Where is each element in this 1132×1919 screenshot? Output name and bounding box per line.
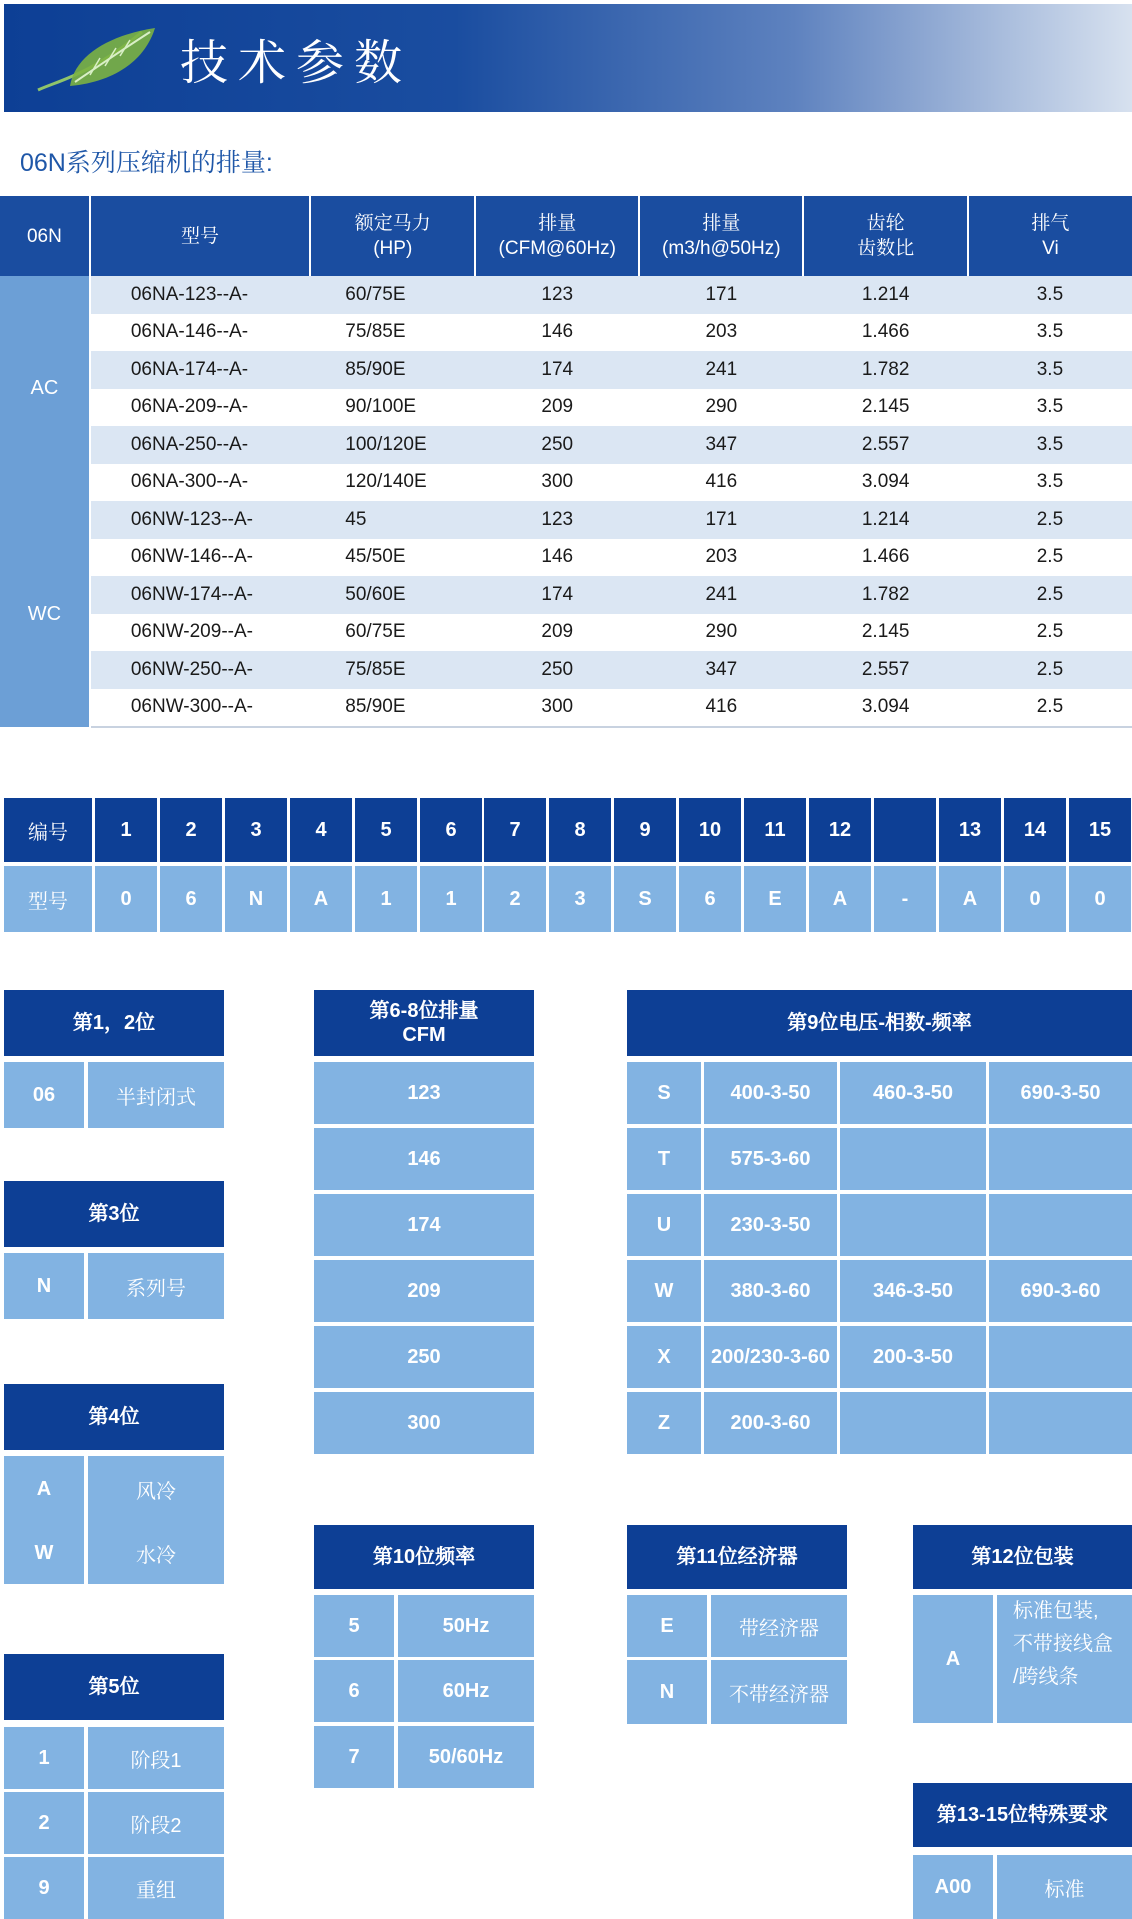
cell-model: 06NW-123--A- xyxy=(90,501,310,539)
cell-vi: 3.5 xyxy=(968,426,1132,464)
table-row xyxy=(0,389,1132,427)
pos5-desc-1: 阶段1 xyxy=(88,1727,224,1789)
cell-model: 06NA-300--A- xyxy=(90,464,310,502)
pos9-v3 xyxy=(989,1194,1132,1256)
cell-m3h: 290 xyxy=(639,614,803,652)
pos9-code: S xyxy=(627,1062,701,1124)
code-value-15: 0 xyxy=(1069,866,1131,932)
table-row xyxy=(0,314,1132,352)
header-banner xyxy=(4,4,1132,112)
cell-cfm: 250 xyxy=(475,426,639,464)
pos68-value: 250 xyxy=(314,1326,534,1388)
section-subtitle: 06N系列压缩机的排量: xyxy=(20,149,273,177)
code-value-3: A xyxy=(290,866,352,932)
pos12pkg-desc-line1: 标准包装, xyxy=(1013,1600,1099,1622)
pos68-title: 第6-8位排量 xyxy=(369,1000,479,1022)
code-position-12 xyxy=(874,798,936,862)
cell-m3h: 241 xyxy=(639,576,803,614)
cell-vi: 3.5 xyxy=(968,276,1132,314)
code-position-10: 11 xyxy=(744,798,806,862)
table-row xyxy=(0,614,1132,652)
cell-model: 06NA-174--A- xyxy=(90,351,310,389)
table-header-row xyxy=(0,196,1132,276)
cell-gear: 1.466 xyxy=(803,314,968,352)
pos10-desc: 60Hz xyxy=(398,1660,534,1722)
cell-model: 06NW-209--A- xyxy=(90,614,310,652)
code-value-6: 2 xyxy=(484,866,546,932)
cell-m3h: 203 xyxy=(639,314,803,352)
displacement-table xyxy=(0,196,1132,728)
pos3-code: N xyxy=(4,1253,84,1319)
cell-vi: 3.5 xyxy=(968,314,1132,352)
col-vi: 排气 Vi xyxy=(968,196,1132,276)
pos10-header: 第10位频率 xyxy=(314,1525,534,1589)
cell-model: 06NW-300--A- xyxy=(90,689,310,728)
pos9-v2: 346-3-50 xyxy=(840,1260,986,1322)
pos10-code: 7 xyxy=(314,1726,394,1788)
col-cfm: 排量 (CFM@60Hz) xyxy=(475,196,639,276)
cell-model: 06NA-146--A- xyxy=(90,314,310,352)
cell-hp: 75/85E xyxy=(310,651,475,689)
col-hp: 额定马力 (HP) xyxy=(310,196,475,276)
table-row xyxy=(0,576,1132,614)
pos68-value: 174 xyxy=(314,1194,534,1256)
pos9-v2 xyxy=(840,1128,986,1190)
pos9-v1: 575-3-60 xyxy=(704,1128,837,1190)
cell-hp: 50/60E xyxy=(310,576,475,614)
code-value-8: S xyxy=(614,866,676,932)
pos9-v1: 380-3-60 xyxy=(704,1260,837,1322)
cell-m3h: 203 xyxy=(639,539,803,577)
code-strip-model-label: 型号 xyxy=(4,866,92,932)
cell-vi: 2.5 xyxy=(968,689,1132,728)
code-value-12: - xyxy=(874,866,936,932)
pos9-v3: 690-3-50 xyxy=(989,1062,1132,1124)
pos11-desc-e: 带经济器 xyxy=(711,1595,847,1657)
pos9-v3: 690-3-60 xyxy=(989,1260,1132,1322)
pos9-code: U xyxy=(627,1194,701,1256)
pos5-code-9: 9 xyxy=(4,1857,84,1919)
cell-hp: 85/90E xyxy=(310,689,475,728)
pos11-code-n: N xyxy=(627,1660,707,1724)
pos12-desc: 半封闭式 xyxy=(88,1062,224,1128)
cell-m3h: 347 xyxy=(639,426,803,464)
code-position-13: 13 xyxy=(939,798,1001,862)
code-position-15: 15 xyxy=(1069,798,1131,862)
cell-m3h: 416 xyxy=(639,464,803,502)
cell-cfm: 300 xyxy=(475,689,639,728)
cell-model: 06NA-209--A- xyxy=(90,389,310,427)
pos11-header: 第11位经济器 xyxy=(627,1525,847,1589)
pos3-desc: 系列号 xyxy=(88,1253,224,1319)
code-position-6: 7 xyxy=(484,798,546,862)
code-position-3: 4 xyxy=(290,798,352,862)
pos11-desc-n: 不带经济器 xyxy=(711,1660,847,1724)
code-position-8: 9 xyxy=(614,798,676,862)
pos4-desc-w: 水冷 xyxy=(88,1522,224,1584)
pos12-header: 第1，2位 xyxy=(4,990,224,1056)
code-position-9: 10 xyxy=(679,798,741,862)
cell-hp: 60/75E xyxy=(310,614,475,652)
pos9-v3 xyxy=(989,1128,1132,1190)
pos5-code-1: 1 xyxy=(4,1727,84,1789)
cell-hp: 100/120E xyxy=(310,426,475,464)
pos4-desc-a: 风冷 xyxy=(88,1456,224,1522)
pos5-desc-9: 重组 xyxy=(88,1857,224,1919)
code-position-7: 8 xyxy=(549,798,611,862)
cell-gear: 2.557 xyxy=(803,426,968,464)
pos9-v3 xyxy=(989,1326,1132,1388)
pos10-code: 5 xyxy=(314,1595,394,1657)
pos9-code: X xyxy=(627,1326,701,1388)
pos9-code: T xyxy=(627,1128,701,1190)
cell-vi: 2.5 xyxy=(968,614,1132,652)
cell-gear: 2.145 xyxy=(803,389,968,427)
pos9-code: W xyxy=(627,1260,701,1322)
pos68-unit: CFM xyxy=(402,1024,446,1046)
pos9-v1: 200-3-60 xyxy=(704,1392,837,1454)
code-strip-position-label: 编号 xyxy=(4,798,92,862)
pos11-code-e: E xyxy=(627,1595,707,1657)
pos12pkg-desc-line3: /跨线条 xyxy=(1013,1666,1079,1688)
cell-cfm: 146 xyxy=(475,314,639,352)
cell-model: 06NA-123--A- xyxy=(90,276,310,314)
code-value-0: 0 xyxy=(95,866,157,932)
code-value-10: E xyxy=(744,866,806,932)
group-label: WC xyxy=(0,501,90,727)
pos9-v1: 200/230-3-60 xyxy=(704,1326,837,1388)
cell-vi: 3.5 xyxy=(968,351,1132,389)
cell-cfm: 123 xyxy=(475,276,639,314)
pos4-code-a: A xyxy=(4,1456,84,1522)
table-row xyxy=(0,426,1132,464)
pos5-desc-2: 阶段2 xyxy=(88,1792,224,1854)
cell-cfm: 174 xyxy=(475,576,639,614)
code-value-14: 0 xyxy=(1004,866,1066,932)
pos4-header: 第4位 xyxy=(4,1384,224,1450)
pos12-code: 06 xyxy=(4,1062,84,1128)
pos5-code-2: 2 xyxy=(4,1792,84,1854)
pos10-desc: 50Hz xyxy=(398,1595,534,1657)
pos5-header: 第5位 xyxy=(4,1654,224,1720)
pos68-value: 146 xyxy=(314,1128,534,1190)
cell-hp: 90/100E xyxy=(310,389,475,427)
code-value-2: N xyxy=(225,866,287,932)
pos12pkg-desc-line2: 不带接线盒 xyxy=(1013,1633,1113,1655)
cell-gear: 1.214 xyxy=(803,276,968,314)
pos3-header: 第3位 xyxy=(4,1181,224,1247)
pos1315-desc: 标准 xyxy=(997,1855,1132,1919)
col-m3h: 排量 (m3/h@50Hz) xyxy=(639,196,803,276)
cell-hp: 75/85E xyxy=(310,314,475,352)
cell-cfm: 300 xyxy=(475,464,639,502)
cell-m3h: 416 xyxy=(639,689,803,728)
pos9-v1: 400-3-50 xyxy=(704,1062,837,1124)
cell-m3h: 290 xyxy=(639,389,803,427)
pos9-v2: 200-3-50 xyxy=(840,1326,986,1388)
table-row xyxy=(0,651,1132,689)
cell-m3h: 171 xyxy=(639,276,803,314)
leaf-icon xyxy=(30,20,160,100)
page-title: 技术参数 xyxy=(180,35,413,91)
pos68-header xyxy=(314,990,534,1056)
pos9-v2: 460-3-50 xyxy=(840,1062,986,1124)
code-position-4: 5 xyxy=(355,798,417,862)
pos12pkg-code: A xyxy=(913,1595,993,1723)
cell-gear: 3.094 xyxy=(803,464,968,502)
cell-vi: 2.5 xyxy=(968,539,1132,577)
cell-gear: 2.557 xyxy=(803,651,968,689)
table-row xyxy=(0,464,1132,502)
code-position-1: 2 xyxy=(160,798,222,862)
cell-m3h: 241 xyxy=(639,351,803,389)
cell-cfm: 250 xyxy=(475,651,639,689)
cell-gear: 3.094 xyxy=(803,689,968,728)
cell-vi: 2.5 xyxy=(968,501,1132,539)
code-value-9: 6 xyxy=(679,866,741,932)
cell-m3h: 347 xyxy=(639,651,803,689)
pos9-v2 xyxy=(840,1392,986,1454)
cell-hp: 45 xyxy=(310,501,475,539)
cell-vi: 2.5 xyxy=(968,576,1132,614)
pos12pkg-desc xyxy=(997,1595,1132,1723)
code-position-2: 3 xyxy=(225,798,287,862)
col-model: 型号 xyxy=(90,196,310,276)
cell-cfm: 146 xyxy=(475,539,639,577)
code-position-5: 6 xyxy=(420,798,482,862)
pos9-v3 xyxy=(989,1392,1132,1454)
cell-model: 06NW-250--A- xyxy=(90,651,310,689)
code-value-13: A xyxy=(939,866,1001,932)
pos10-code: 6 xyxy=(314,1660,394,1722)
code-value-5: 1 xyxy=(420,866,482,932)
cell-hp: 60/75E xyxy=(310,276,475,314)
pos9-v1: 230-3-50 xyxy=(704,1194,837,1256)
pos68-value: 209 xyxy=(314,1260,534,1322)
table-row xyxy=(0,539,1132,577)
cell-cfm: 209 xyxy=(475,614,639,652)
code-value-7: 3 xyxy=(549,866,611,932)
cell-vi: 2.5 xyxy=(968,651,1132,689)
table-row xyxy=(0,501,1132,539)
pos10-desc: 50/60Hz xyxy=(398,1726,534,1788)
pos68-value: 300 xyxy=(314,1392,534,1454)
cell-cfm: 209 xyxy=(475,389,639,427)
code-value-1: 6 xyxy=(160,866,222,932)
cell-vi: 3.5 xyxy=(968,464,1132,502)
pos4-code-w: W xyxy=(4,1522,84,1584)
table-row xyxy=(0,276,1132,314)
cell-cfm: 174 xyxy=(475,351,639,389)
pos9-header: 第9位电压-相数-频率 xyxy=(627,990,1132,1056)
cell-gear: 1.782 xyxy=(803,351,968,389)
cell-gear: 1.214 xyxy=(803,501,968,539)
pos1315-header: 第13-15位特殊要求 xyxy=(913,1783,1132,1847)
table-row xyxy=(0,351,1132,389)
cell-hp: 120/140E xyxy=(310,464,475,502)
cell-hp: 45/50E xyxy=(310,539,475,577)
cell-vi: 3.5 xyxy=(968,389,1132,427)
pos1315-code: A00 xyxy=(913,1855,993,1919)
cell-m3h: 171 xyxy=(639,501,803,539)
cell-gear: 1.466 xyxy=(803,539,968,577)
pos9-code: Z xyxy=(627,1392,701,1454)
col-gear: 齿轮 齿数比 xyxy=(803,196,968,276)
group-label: AC xyxy=(0,276,90,501)
table-row xyxy=(0,689,1132,728)
col-series: 06N xyxy=(0,196,90,276)
cell-cfm: 123 xyxy=(475,501,639,539)
pos68-value: 123 xyxy=(314,1062,534,1124)
cell-gear: 1.782 xyxy=(803,576,968,614)
code-position-11: 12 xyxy=(809,798,871,862)
cell-gear: 2.145 xyxy=(803,614,968,652)
cell-model: 06NW-174--A- xyxy=(90,576,310,614)
code-position-0: 1 xyxy=(95,798,157,862)
cell-model: 06NW-146--A- xyxy=(90,539,310,577)
code-value-4: 1 xyxy=(355,866,417,932)
code-position-14: 14 xyxy=(1004,798,1066,862)
cell-model: 06NA-250--A- xyxy=(90,426,310,464)
cell-hp: 85/90E xyxy=(310,351,475,389)
pos12pkg-header: 第12位包装 xyxy=(913,1525,1132,1589)
pos9-v2 xyxy=(840,1194,986,1256)
code-value-11: A xyxy=(809,866,871,932)
